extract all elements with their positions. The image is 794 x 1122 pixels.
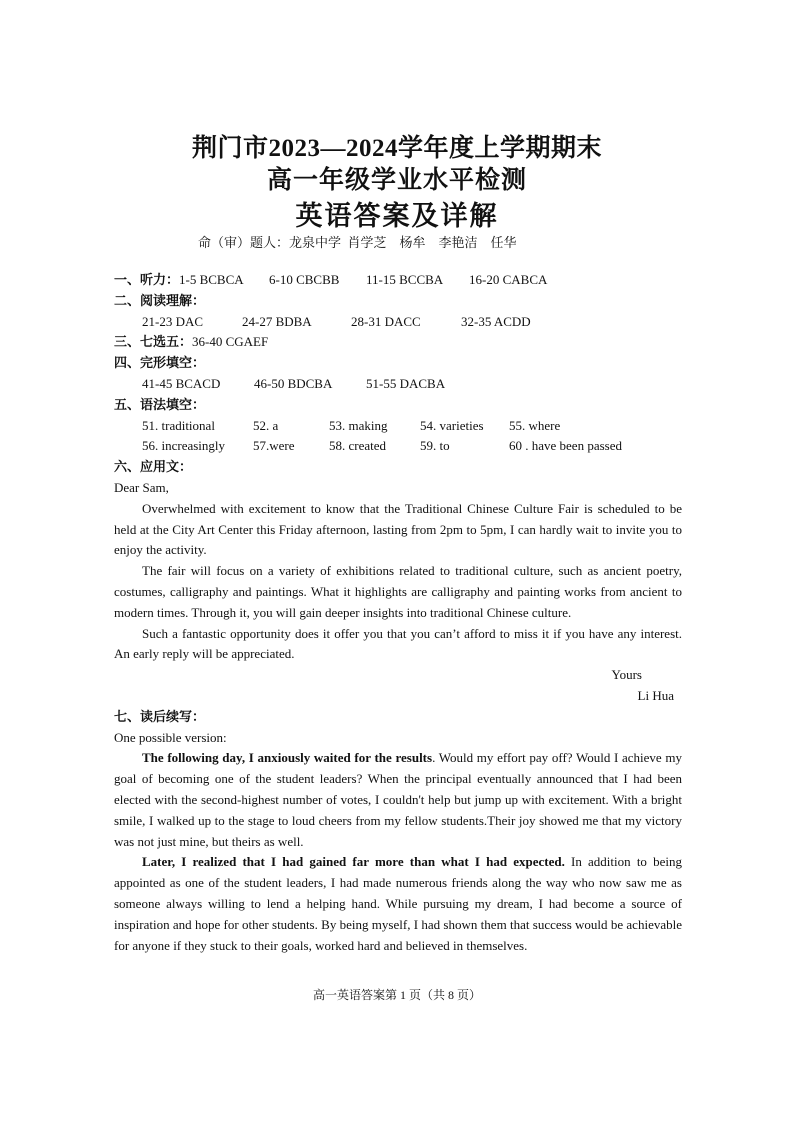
paragraph-opening-sentence: Later, I realized that I had gained far more than what I had expected.	[142, 854, 565, 870]
exam-title-line3: 英语答案及详解	[295, 201, 499, 231]
grammar-answer: 54. varieties	[420, 417, 484, 433]
answer-group: 1-5 BCBCA	[179, 272, 244, 287]
seven-row	[114, 332, 682, 353]
letter-paragraph: Such a fantastic opportunity does it offer you that you can’t afford to miss it if you have any interest. An early reply will be appreciated.	[114, 625, 682, 662]
cloze-label-row	[114, 353, 682, 374]
section-label-writing: 六、应用文：	[114, 459, 193, 475]
letter-closing: Yours	[611, 667, 642, 683]
continuation-intro: One possible version:	[114, 729, 227, 745]
answer-group: 24-27 BDBA	[242, 313, 312, 329]
grammar-answer: 56. increasingly	[142, 438, 226, 454]
exam-title-line1: 荆门市2023—2024学年度上学期期末	[191, 135, 602, 162]
section-label-continuation: 七、读后续写：	[114, 708, 206, 724]
grammar-answer: 53. making	[329, 417, 388, 433]
grammar-answer: 60 . have been passed	[509, 438, 622, 454]
answer-group: 28-31 DACC	[351, 313, 421, 329]
grammar-row-1	[114, 416, 682, 437]
grammar-answer: 52. a	[253, 417, 279, 433]
listening-row	[114, 270, 682, 291]
continuation-paragraph-2	[114, 852, 682, 956]
continuation-label-row	[114, 707, 682, 728]
section-label-seven: 三、七选五：	[114, 334, 193, 350]
section-label-cloze: 四、完形填空：	[114, 355, 206, 371]
grammar-answer: 59. to	[420, 438, 450, 454]
paragraph-body: In addition to being appointed as one of the student leaders, I had made numerous friends along the way who now saw me as someone always willing to lend a helping hand. While pursuing my dream, I had become a source of inspiration and hope for other students. By being myself, I had shown them that success would be achievable for anyone if they stuck to their goals, worked hard and believed in themselves.	[114, 854, 682, 953]
answer-group: 32-35 ACDD	[461, 313, 531, 329]
letter-salutation: Dear Sam,	[114, 479, 169, 495]
reading-label-row	[114, 291, 682, 312]
answer-group: 6-10 CBCBB	[269, 272, 340, 287]
letter-paragraph: The fair will focus on a variety of exhibitions related to traditional culture, such as ancient poetry, costumes, calligraphy and paintings. What it highlights are calligraphy and painting works from ancient to modern times. Through it, you will gain deeper insights into traditional Chinese culture.	[114, 563, 682, 620]
section-label-grammar: 五、语法填空：	[114, 396, 206, 412]
section-label-reading: 二、阅读理解：	[114, 292, 206, 308]
grammar-answer: 51. traditional	[142, 417, 215, 433]
grammar-answer: 57.were	[253, 438, 295, 454]
reading-answers-row	[114, 312, 682, 333]
answer-group: 11-15 BCCBA	[366, 272, 444, 287]
answer-group: 51-55 DACBA	[366, 375, 446, 391]
grammar-answer: 58. created	[329, 438, 387, 454]
answer-group: 21-23 DAC	[142, 313, 204, 329]
answer-group: 36-40 CGAEF	[192, 334, 269, 350]
page-footer: 高一英语答案第 1 页（共 8 页）	[312, 988, 481, 1002]
answer-group: 41-45 BCACD	[142, 375, 221, 391]
exam-title-line2: 高一年级学业水平检测	[266, 167, 527, 194]
authors-line: 命（审）题人：龙泉中学 肖学芝 杨牟 李艳洁 任华	[198, 235, 517, 250]
section-label-listening: 一、听力：	[114, 272, 180, 287]
answer-group: 46-50 BDCBA	[254, 375, 333, 391]
grammar-answer: 55. where	[509, 417, 561, 433]
letter-paragraph: Overwhelmed with excitement to know that the Traditional Chinese Culture Fair is scheduled to be held at the City Art Center this Friday afternoon, lasting from 2pm to 5pm, I can hardly wait to invite you to enjoy the activity.	[114, 500, 682, 558]
grammar-row-2	[114, 436, 682, 457]
paragraph-body: . Would my effort pay off? Would I achieve my goal of becoming one of the student leaders? When the principal eventually announced that I had been elected with the second-highest number of votes, I couldn't help but jump up with excitement. With a bright smile, I walked up to the stage to loud cheers from my fellow students.Their joy showed me that my victory was not just mine, but theirs as well.	[114, 750, 682, 849]
grammar-label-row	[114, 395, 682, 416]
cloze-answers-row	[114, 374, 682, 395]
paragraph-opening-sentence: The following day, I anxiously waited for the results	[142, 750, 433, 766]
answer-group: 16-20 CABCA	[469, 272, 548, 287]
continuation-paragraph-1	[114, 748, 682, 852]
answer-content	[114, 270, 682, 956]
letter-signature: Li Hua	[637, 687, 674, 703]
writing-label-row	[114, 457, 682, 478]
